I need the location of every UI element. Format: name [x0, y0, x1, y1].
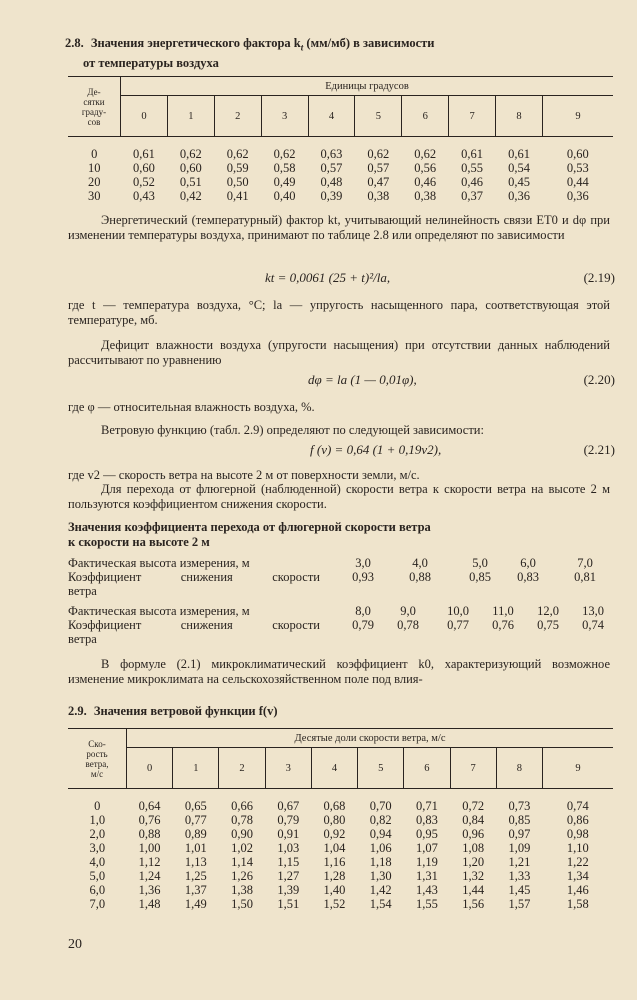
table-cell: 1,08	[462, 841, 485, 855]
table-cell: 0,42	[179, 189, 202, 203]
table-cell: 0,83	[415, 813, 438, 827]
table-row	[68, 827, 613, 841]
column-header-6: 6	[404, 748, 450, 789]
table-cell: 1,03	[277, 841, 300, 855]
column-header-6: 6	[402, 96, 449, 137]
coef-value: 4,0	[412, 556, 428, 570]
row-label: 6,0	[89, 883, 106, 897]
table-2-8	[68, 76, 613, 203]
table-cell: 0,60	[566, 147, 589, 161]
table-cell: 0,40	[273, 189, 296, 203]
table-cell: 1,07	[415, 841, 438, 855]
row-label: 0	[94, 799, 101, 813]
table-cell: 0,43	[133, 189, 155, 203]
table-cell: 1,01	[184, 841, 207, 855]
coef-value: 0,78	[397, 618, 419, 632]
table-cell: 1,14	[231, 855, 253, 869]
wind-coef-title-line2: к скорости на высоте 2 м	[68, 535, 210, 549]
table-row	[68, 161, 613, 175]
table-cell: 0,61	[508, 147, 530, 161]
table-cell: 0,54	[508, 161, 530, 175]
caption-text: Значения ветровой функции f(v)	[93, 704, 278, 718]
table-cell: 1,27	[277, 869, 300, 883]
paragraph-where-t: где t — температура воздуха, °С; la — упругость насыщенного пара, соответствующая этой температуре, мб.	[68, 298, 610, 327]
table-cell: 0,47	[367, 175, 390, 189]
table-cell: 0,60	[179, 161, 202, 175]
coef-value: 0,88	[409, 570, 431, 584]
paragraph-microclimate: В формуле (2.1) микроклиматический коэффициент k0, характеризующий возможное изменение микроклимата на сельскохозяйственном поле под влия-	[68, 657, 610, 686]
table-cell: 0,46	[414, 175, 437, 189]
table-cell: 0,90	[231, 827, 253, 841]
table-cell: 1,46	[566, 883, 589, 897]
table-2-9-caption	[68, 704, 608, 719]
formula-2-19	[60, 270, 615, 288]
table-cell: 1,49	[184, 897, 207, 911]
table-cell: 1,39	[277, 883, 300, 897]
table-row	[68, 883, 613, 897]
column-header-3: 3	[265, 748, 311, 789]
coef-row-2	[68, 618, 613, 632]
coef-value: 0,83	[517, 570, 539, 584]
wind-coef-heading	[68, 520, 608, 550]
table-row	[68, 147, 613, 161]
table-cell: 0,53	[566, 161, 589, 175]
table-cell: 0,55	[461, 161, 483, 175]
caption-units: (мм/мб) в зависимости	[306, 36, 435, 50]
table-cell: 1,10	[566, 841, 589, 855]
column-header-3: 3	[261, 96, 308, 137]
row-label: 4,0	[89, 855, 106, 869]
table-row	[68, 189, 613, 203]
row-label: 1,0	[89, 813, 106, 827]
table-cell: 1,00	[138, 841, 161, 855]
table-cell: 1,31	[415, 869, 438, 883]
table-cell: 1,44	[462, 883, 485, 897]
formula-expression: f (v) = 0,64 (1 + 0,19v2),	[310, 442, 442, 457]
wind-coef-title-line1: Значения коэффициента перехода от флюгерной скорости ветра	[68, 520, 431, 534]
page-number: 20	[68, 937, 82, 952]
table-cell: 0,52	[133, 175, 155, 189]
table-corner-header: Де- сятки граду- сов	[68, 77, 121, 137]
table-cell: 1,26	[231, 869, 253, 883]
table-row	[68, 869, 613, 883]
table-cell: 1,28	[323, 869, 346, 883]
table-row	[68, 855, 613, 869]
table-cell: 0,49	[273, 175, 296, 189]
column-header-4: 4	[308, 96, 355, 137]
coef-value: 3,0	[355, 556, 371, 570]
table-cell: 0,77	[184, 813, 207, 827]
table-cell: 0,48	[320, 175, 343, 189]
table-cell: 1,04	[323, 841, 346, 855]
table-2-8-caption	[65, 36, 605, 71]
table-cell: 0,65	[184, 799, 207, 813]
coef-value: 0,76	[492, 618, 514, 632]
table-row	[68, 175, 613, 189]
table-cell: 0,66	[231, 799, 253, 813]
table-cell: 1,43	[415, 883, 438, 897]
table-cell: 0,45	[508, 175, 530, 189]
table-cell: 1,56	[462, 897, 485, 911]
column-header-2: 2	[214, 96, 261, 137]
paragraph-wind-function: Ветровую функцию (табл. 2.9) определяют по следующей зависимости:	[101, 423, 484, 437]
table-cell: 1,02	[231, 841, 253, 855]
column-header-5: 5	[358, 748, 404, 789]
column-header-0: 0	[121, 96, 168, 137]
table-cell: 1,58	[566, 897, 589, 911]
column-header-4: 4	[311, 748, 357, 789]
table-cell: 0,38	[367, 189, 390, 203]
table-cell: 0,62	[273, 147, 296, 161]
column-header-9: 9	[543, 748, 614, 789]
table-cell: 0,63	[320, 147, 343, 161]
formula-2-21	[60, 442, 615, 460]
table-cell: 0,85	[508, 813, 531, 827]
column-header-1: 1	[173, 748, 219, 789]
table-cell: 0,74	[566, 799, 589, 813]
caption-text: Значения энергетического фактора k	[90, 36, 301, 50]
coef-value: 0,85	[469, 570, 491, 584]
row-label: 2,0	[89, 827, 106, 841]
table-cell: 0,94	[369, 827, 392, 841]
table-cell: 1,30	[369, 869, 392, 883]
table-cell: 1,20	[462, 855, 485, 869]
table-cell: 0,59	[226, 161, 249, 175]
table-cell: 0,36	[566, 189, 589, 203]
formula-expression: dφ = la (1 — 0,01φ),	[308, 372, 417, 387]
table-cell: 1,09	[508, 841, 531, 855]
row-label: 5,0	[89, 869, 106, 883]
coef-value: 10,0	[447, 604, 469, 618]
table-row	[68, 799, 613, 813]
paragraph-deficit: Дефицит влажности воздуха (упругости насыщения) при отсутствии данных наблюдений рассчитывают по уравнению	[68, 338, 610, 367]
table-cell: 0,36	[508, 189, 530, 203]
table-cell: 0,73	[508, 799, 531, 813]
coef-label-cont: ветра	[68, 584, 97, 598]
table-cell: 0,57	[320, 161, 343, 175]
coef-value: 8,0	[355, 604, 371, 618]
table-cell: 1,15	[277, 855, 300, 869]
coef-value: 12,0	[537, 604, 559, 618]
table-cell: 1,12	[138, 855, 161, 869]
column-header-8: 8	[496, 96, 543, 137]
formula-2-20	[60, 372, 615, 390]
height-row-2	[68, 604, 613, 618]
table-cell: 0,84	[462, 813, 485, 827]
table-cell: 1,22	[566, 855, 589, 869]
table-cell: 0,72	[462, 799, 485, 813]
table-cell: 0,97	[508, 827, 531, 841]
table-cell: 1,54	[369, 897, 392, 911]
table-cell: 0,89	[184, 827, 207, 841]
table-cell: 0,96	[462, 827, 485, 841]
table-cell: 0,39	[320, 189, 343, 203]
coef-row-1-cont	[68, 584, 613, 598]
table-cell: 0,64	[138, 799, 161, 813]
coef-label: Коэффициент снижения скорости	[68, 570, 320, 584]
table-row	[68, 841, 613, 855]
coef-label: Коэффициент снижения скорости	[68, 618, 320, 632]
table-cell: 0,37	[461, 189, 483, 203]
coef-value: 9,0	[400, 604, 416, 618]
table-cell: 0,60	[133, 161, 155, 175]
coef-row-2-cont	[68, 632, 613, 646]
height-row-1	[68, 556, 613, 570]
coef-value: 0,75	[537, 618, 559, 632]
table-cell: 1,52	[323, 897, 346, 911]
table-number: 2.9.	[68, 704, 87, 718]
table-cell: 0,68	[323, 799, 346, 813]
coef-value: 7,0	[577, 556, 593, 570]
table-cell: 0,61	[461, 147, 483, 161]
table-2-9	[68, 728, 613, 911]
table-cell: 1,16	[323, 855, 346, 869]
coef-value: 11,0	[492, 604, 514, 618]
table-cell: 0,80	[323, 813, 346, 827]
table-cell: 0,62	[414, 147, 437, 161]
paragraph-where-phi: где φ — относительная влажность воздуха, %.	[68, 400, 315, 414]
row-label: 10	[88, 161, 101, 175]
table-cell: 0,62	[226, 147, 249, 161]
table-cell: 0,92	[323, 827, 346, 841]
table-cell: 0,86	[566, 813, 589, 827]
table-cell: 0,58	[273, 161, 296, 175]
table-cell: 1,25	[184, 869, 207, 883]
table-cell: 0,70	[369, 799, 392, 813]
wind-coef-table	[68, 556, 613, 646]
units-header: Десятые доли скорости ветра, м/с	[127, 729, 614, 748]
table-cell: 0,78	[231, 813, 253, 827]
table-cell: 0,91	[277, 827, 300, 841]
table-cell: 1,13	[184, 855, 207, 869]
column-header-2: 2	[219, 748, 265, 789]
table-cell: 0,62	[367, 147, 390, 161]
table-cell: 0,79	[277, 813, 300, 827]
table-cell: 1,32	[462, 869, 485, 883]
coef-value: 0,79	[352, 618, 374, 632]
table-cell: 0,41	[226, 189, 249, 203]
units-header: Единицы градусов	[121, 77, 614, 96]
table-cell: 0,46	[461, 175, 483, 189]
table-cell: 1,42	[369, 883, 392, 897]
coef-value: 0,93	[352, 570, 374, 584]
column-header-5: 5	[355, 96, 402, 137]
formula-number: (2.20)	[583, 372, 615, 387]
table-cell: 1,18	[369, 855, 392, 869]
caption-subscript: t	[300, 42, 304, 53]
table-cell: 0,98	[566, 827, 589, 841]
formula-number: (2.19)	[583, 270, 615, 285]
table-corner-header: Ско- рость ветра, м/с	[68, 729, 127, 789]
table-cell: 0,57	[367, 161, 390, 175]
table-cell: 0,76	[138, 813, 161, 827]
table-cell: 1,19	[415, 855, 438, 869]
coef-value: 0,74	[582, 618, 604, 632]
table-cell: 0,95	[415, 827, 438, 841]
caption-line2: от температуры воздуха	[83, 55, 219, 70]
formula-number: (2.21)	[583, 442, 615, 457]
table-row	[68, 813, 613, 827]
table-cell: 1,45	[508, 883, 531, 897]
table-cell: 1,33	[508, 869, 531, 883]
table-cell: 0,50	[226, 175, 249, 189]
row-label: 3,0	[89, 841, 106, 855]
coef-value: 0,81	[574, 570, 596, 584]
table-cell: 0,56	[414, 161, 437, 175]
table-cell: 1,50	[231, 897, 253, 911]
table-cell: 0,71	[415, 799, 438, 813]
table-cell: 1,34	[566, 869, 589, 883]
table-cell: 1,48	[138, 897, 161, 911]
height-label: Фактическая высота измерения, м	[68, 604, 250, 618]
coef-row-1	[68, 570, 613, 584]
table-cell: 0,38	[414, 189, 437, 203]
paragraph-energy-factor: Энергетический (температурный) фактор kt, учитывающий нелинейность связи ET0 и dφ при изменении температуры воздуха, принимают по таблице 2.8 или определяют по зависимости	[68, 213, 610, 242]
table-cell: 1,06	[369, 841, 392, 855]
table-cell: 1,36	[138, 883, 161, 897]
column-header-1: 1	[167, 96, 214, 137]
table-row	[68, 897, 613, 911]
coef-value: 6,0	[520, 556, 536, 570]
table-cell: 1,37	[184, 883, 207, 897]
height-label: Фактическая высота измерения, м	[68, 556, 250, 570]
column-header-0: 0	[127, 748, 173, 789]
coef-value: 13,0	[582, 604, 604, 618]
table-cell: 1,55	[415, 897, 438, 911]
table-cell: 1,51	[277, 897, 300, 911]
column-header-7: 7	[450, 748, 496, 789]
row-label: 20	[88, 175, 101, 189]
paragraph-where-v2: где v2 — скорость ветра на высоте 2 м от поверхности земли, м/с.	[68, 468, 420, 482]
table-cell: 0,82	[369, 813, 392, 827]
table-cell: 0,61	[133, 147, 155, 161]
row-label: 7,0	[89, 897, 106, 911]
column-header-8: 8	[496, 748, 542, 789]
table-number: 2.8.	[65, 36, 84, 50]
table-cell: 0,44	[566, 175, 589, 189]
formula-expression: kt = 0,0061 (25 + t)²/la,	[265, 270, 391, 285]
table-cell: 1,38	[231, 883, 253, 897]
row-label: 30	[88, 189, 101, 203]
coef-value: 5,0	[472, 556, 488, 570]
table-cell: 0,88	[138, 827, 161, 841]
table-cell: 0,62	[179, 147, 202, 161]
column-header-7: 7	[449, 96, 496, 137]
table-cell: 0,67	[277, 799, 300, 813]
column-header-9: 9	[543, 96, 614, 137]
table-cell: 1,21	[508, 855, 531, 869]
table-cell: 0,51	[179, 175, 202, 189]
paragraph-transition: Для перехода от флюгерной (наблюденной) скорости ветра к скорости ветра на высоте 2 м пользуются коэффициентом снижения скорости.	[68, 482, 610, 511]
table-cell: 1,57	[508, 897, 531, 911]
coef-label-cont: ветра	[68, 632, 97, 646]
table-cell: 1,40	[323, 883, 346, 897]
row-label: 0	[91, 147, 98, 161]
coef-value: 0,77	[447, 618, 469, 632]
table-cell: 1,24	[138, 869, 161, 883]
